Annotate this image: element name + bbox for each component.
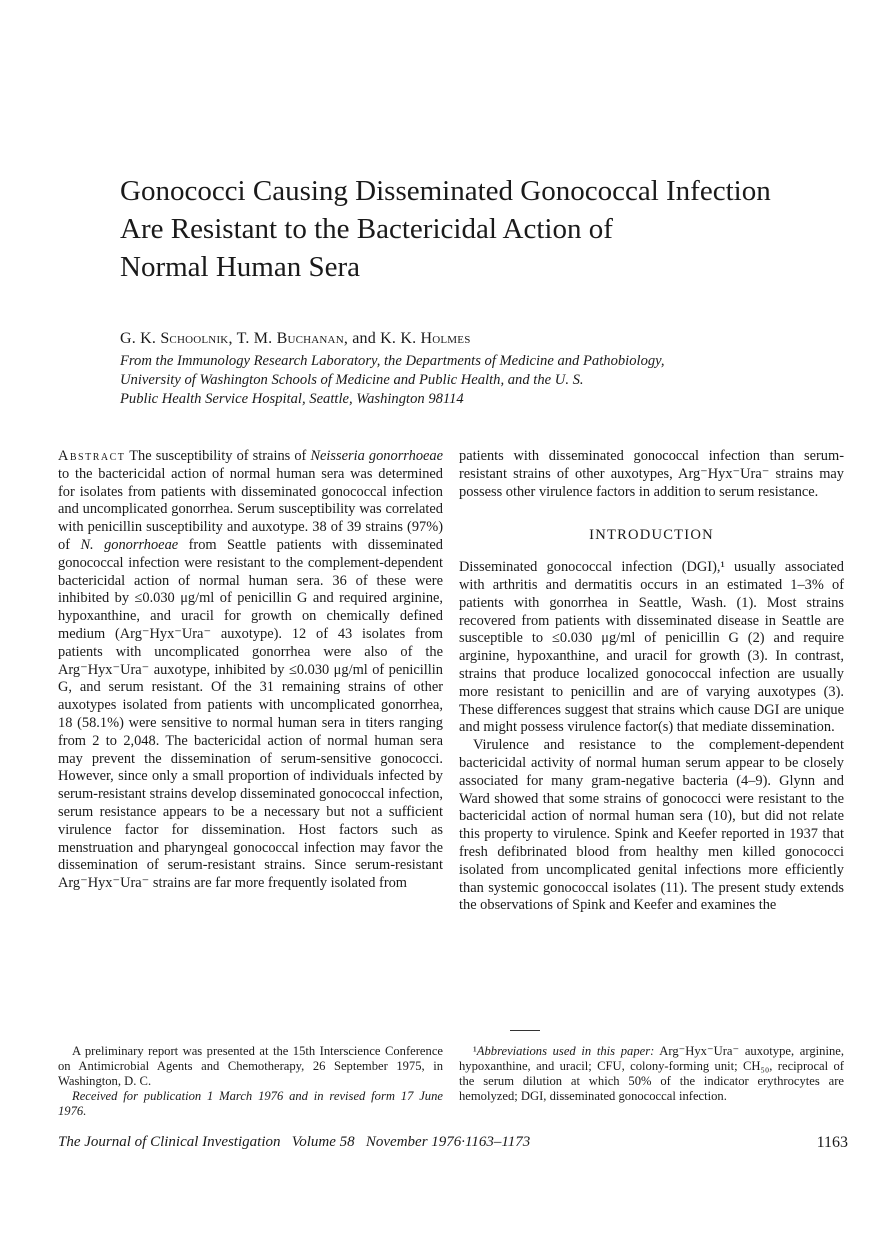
footnote-mark: ¹	[473, 1044, 477, 1058]
abstract-label: Abstract	[58, 448, 126, 464]
author-list	[120, 330, 860, 348]
affiliation-line-1: From the Immunology Research Laboratory, the Departments of Medicine and Pathobiology,	[120, 353, 665, 369]
page-number: 1163	[816, 1134, 848, 1151]
page-footer	[58, 1134, 848, 1152]
abstract-continued: patients with disseminated gonococcal infection than serum-resistant strains of other auxotypes, Arg⁻Hyx⁻Ura⁻ strains may possess other virulence factors in addition to serum resistance.	[459, 448, 844, 500]
affiliation-line-2: University of Washington Schools of Medicine and Public Health, and the U. S.	[120, 372, 584, 388]
received-date-note: Received for publication 1 March 1976 and in revised form 17 June 1976.	[58, 1089, 443, 1118]
title-line-3: Normal Human Sera	[120, 251, 360, 283]
author-2-surname: Buchanan	[276, 330, 344, 347]
abbreviations-note	[459, 1044, 844, 1104]
abstract-text-3: from Seattle patients with disseminated gonococcal infection were resistant to the complement-dependent bactericidal action of normal human sera. 36 of these were inhibited by ≤0.030 μg/ml of penicillin G and required arginine, hypoxanthine, and uracil for growth on chemically defined medium (Arg⁻Hyx⁻Ura⁻ auxotype). 12 of 43 isolates from patients with uncomplicated gonorrhea were also of the Arg⁻Hyx⁻Ura⁻ auxotype, inhibited by ≤0.030 μg/ml of penicillin G, and serum resistant. Of the 31 remaining strains of other auxotypes isolated from patients with uncomplicated gonorrhea, 18 (58.1%) were sensitive to normal human sera in titers ranging from 2 to 2,048. The bactericidal action of normal human sera may prevent the dissemination of serum-sensitive gonococci. However, since only a small proportion of individuals infected by serum-resistant strains develop disseminated gonococcal infection, serum resistance appears to be a necessary but not a sufficient virulence factor for dissemination. Host factors such as menstruation and pharyngeal gonococcal infection may favor the dissemination of serum-resistant strains. Since serum-resistant Arg⁻Hyx⁻Ura⁻ strains are far more frequently isolated from	[58, 536, 443, 892]
title-line-1: Gonococci Causing Disseminated Gonococcal Infection	[120, 175, 771, 207]
introduction-paragraph-2: Virulence and resistance to the complement-dependent bactericidal activity of normal human serum appear to be closely associated for many gram-negative bacteria (4–9). Glynn and Ward showed that some strains of gonococci were resistant to the bactericidal action of normal human sera (10), but did not relate this property to virulence. Spink and Keefer reported in 1937 that fresh defibrinated blood from healthy men killed gonococci isolated from uncomplicated genital infections more efficiently than systemic gonococcal isolates (11). The present study extends the observations of Spink and Keefer and examines the	[459, 737, 844, 914]
preliminary-report-note: A preliminary report was presented at the 15th Interscience Conference on Antimicrobial Agents and Chemotherapy, 26 September 1975, in Washington, D. C.	[58, 1044, 443, 1088]
footnote-left	[58, 1044, 443, 1119]
abstract-species-2: N. gonorrhoeae	[80, 536, 179, 553]
abbreviations-text: Arg⁻Hyx⁻Ura⁻ auxotype, arginine, hypoxanthine, and uracil; CFU, colony-forming unit; CH₅₀, reciprocal of the serum dilution at which 50% of the indicator erythrocytes are hemolyzed; DGI, disseminated gonococcal infection.	[459, 1044, 844, 1103]
abbreviations-label: Abbreviations used in this paper:	[476, 1044, 655, 1058]
abstract-species-1: Neisseria gonorrhoeae	[310, 448, 443, 464]
abstract-text-1: The susceptibility of strains of	[125, 448, 311, 464]
author-1-initials: G. K.	[120, 330, 161, 347]
abstract-paragraph	[58, 448, 443, 893]
article-title	[120, 172, 860, 286]
abstract-text-2: to the bactericidal action of normal human sera was determined for isolates from patients with disseminated gonococcal infection and uncomplicated gonorrhea. Serum susceptibility was correlated with penicillin susceptibility and auxotype. 38 of 39 strains (97%) of	[58, 465, 443, 553]
author-separator-2: , and K. K.	[343, 330, 421, 347]
affiliation	[120, 352, 860, 409]
affiliation-line-3: Public Health Service Hospital, Seattle, Washington 98114	[120, 391, 464, 407]
footnote-right	[459, 1044, 844, 1104]
author-1-surname: Schoolnik	[160, 330, 229, 347]
left-column	[58, 448, 443, 893]
introduction-paragraph-1: Disseminated gonococcal infection (DGI),¹ usually associated with arthritis and dermatitis occurs in an estimated 1–3% of patients with gonorrhea in Seattle, Wash. (1). Most strains recovered from patients with disseminated disease in Seattle are susceptible to ≤0.030 μg/ml of penicillin G (2) and require arginine, hypoxanthine, and uracil for growth (3). In contrast, strains that produce localized gonococcal infection are usually more resistant to penicillin and are of varying auxotypes (3). These differences suggest that strains which cause DGI are unique and might possess virulence factor(s) that mediate dissemination.	[459, 559, 844, 736]
journal-citation: The Journal of Clinical Investigation Volume 58 November 1976·1163–1173	[58, 1134, 531, 1150]
introduction-heading: INTRODUCTION	[589, 527, 714, 544]
right-column	[459, 448, 844, 915]
title-line-2: Are Resistant to the Bactericidal Action of	[120, 213, 613, 245]
author-3-surname: Holmes	[420, 330, 471, 347]
author-separator-1: , T. M.	[228, 330, 277, 347]
footnote-divider	[510, 1030, 540, 1031]
